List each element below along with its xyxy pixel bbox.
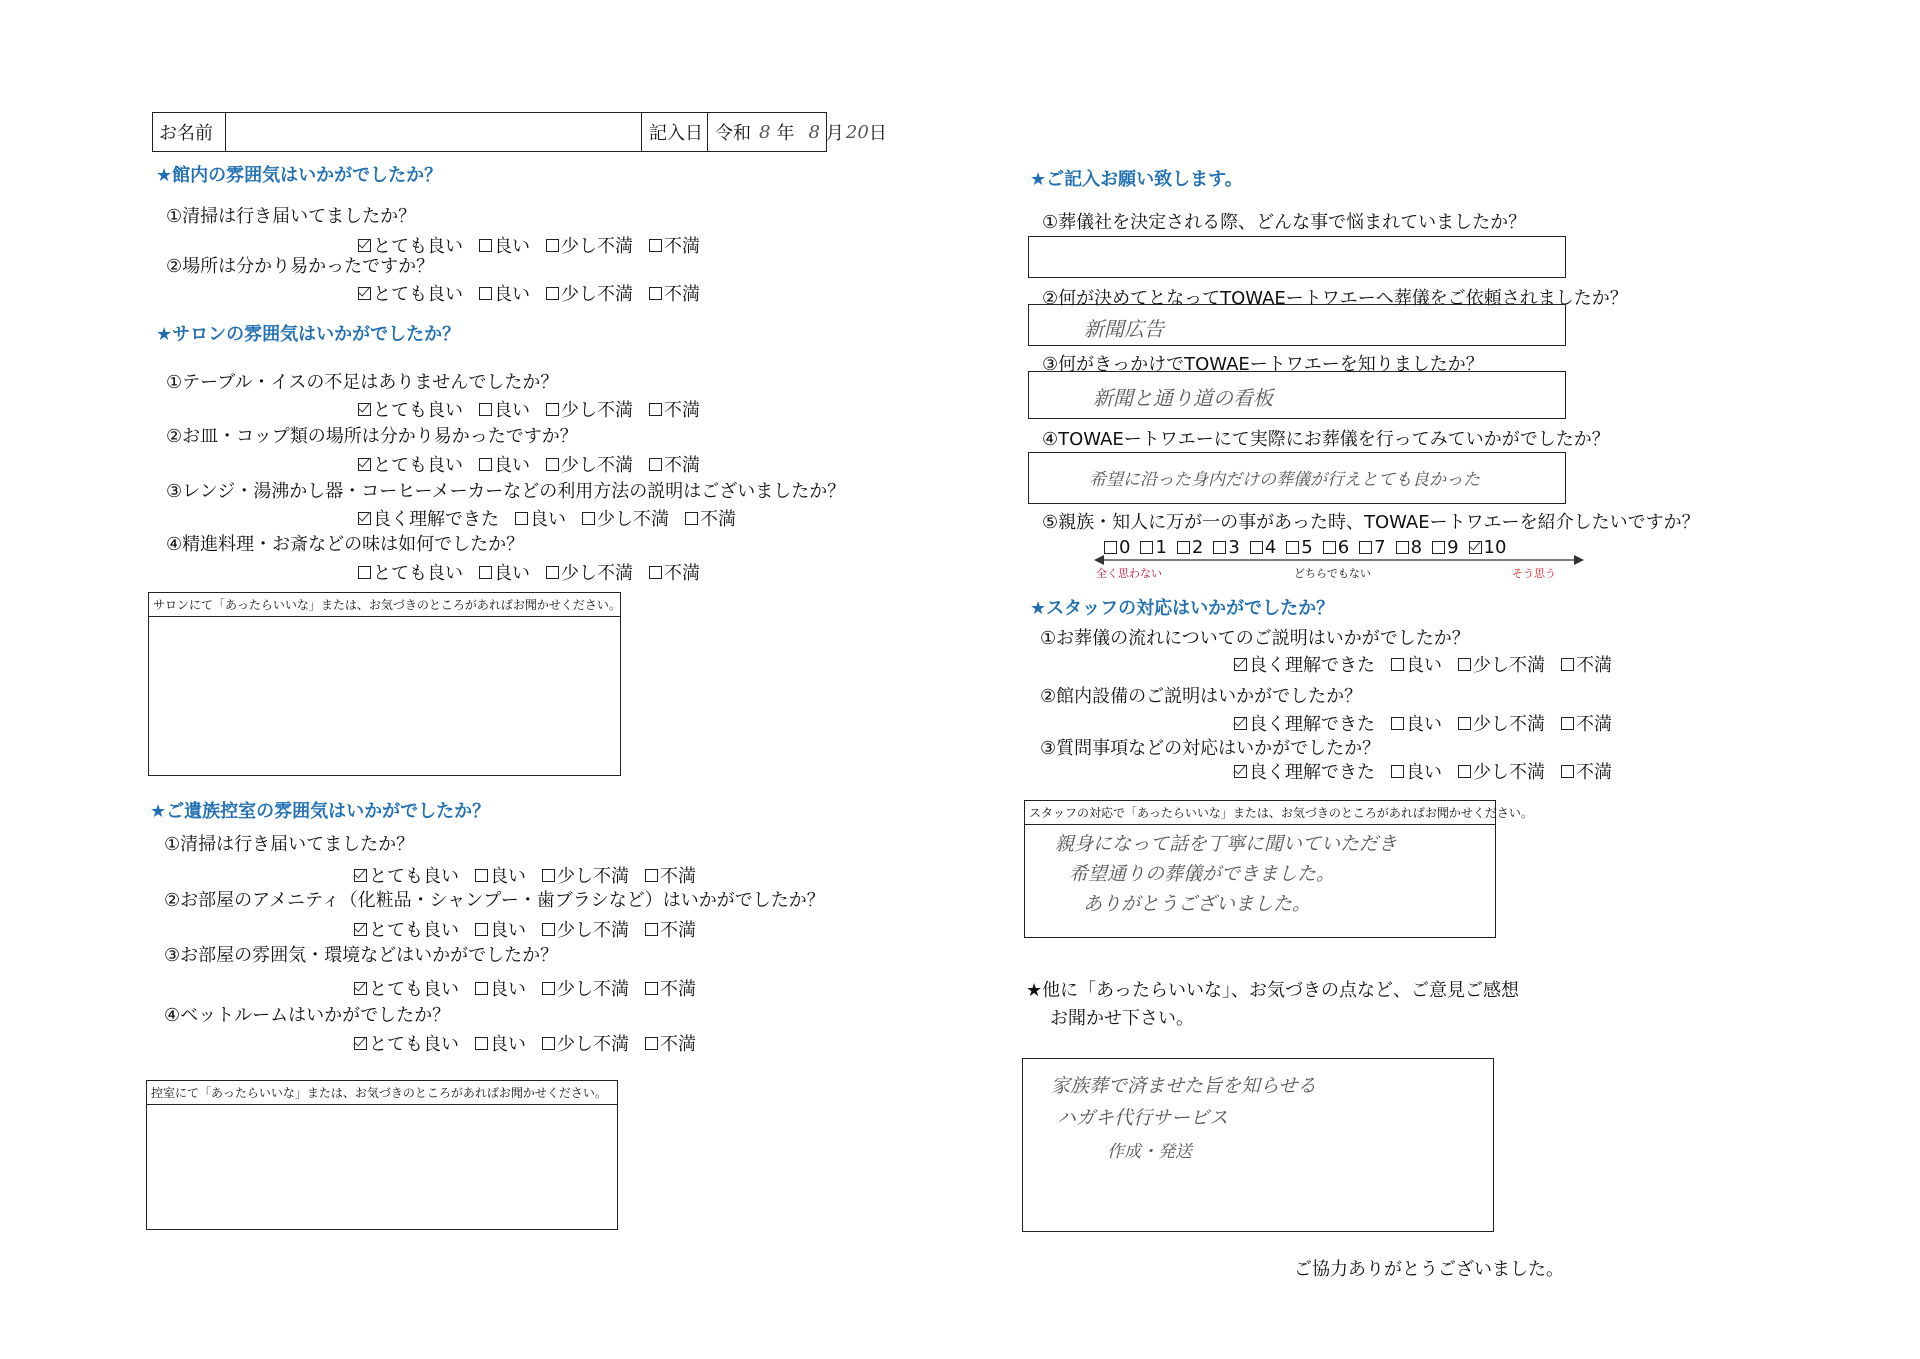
checkbox-icon[interactable]	[645, 982, 658, 995]
hall-q2-options	[358, 280, 716, 306]
option-0[interactable]	[1234, 651, 1375, 677]
option-label: 不満	[660, 920, 696, 941]
checkbox-icon[interactable]	[546, 287, 559, 300]
option-label: 良い	[1406, 762, 1442, 783]
option-3[interactable]	[649, 559, 700, 585]
scale-high-label: そう思う	[1512, 567, 1556, 580]
option-label: 不満	[700, 509, 736, 530]
option-3[interactable]	[685, 505, 736, 531]
other-comment-line-3: 作成・発送	[1107, 1142, 1192, 1162]
option-3[interactable]	[1561, 710, 1612, 736]
option-label: 良い	[494, 236, 530, 257]
checkbox-icon[interactable]	[542, 982, 555, 995]
option-label: 良い	[494, 400, 530, 421]
checkbox-icon[interactable]	[546, 458, 559, 471]
staff-q3-options	[1234, 758, 1628, 784]
checkbox-icon[interactable]	[475, 869, 488, 882]
other-comment-line-1: 家族葬で済ませた旨を知らせる	[1051, 1075, 1317, 1097]
option-label: 良く理解できた	[1249, 655, 1375, 676]
option-label: とても良い	[369, 866, 459, 887]
request-a2-box[interactable]	[1028, 304, 1566, 346]
option-label: とても良い	[373, 400, 463, 421]
option-1[interactable]	[479, 559, 530, 585]
option-3[interactable]	[649, 451, 700, 477]
option-1[interactable]	[515, 505, 566, 531]
option-label: 不満	[664, 400, 700, 421]
option-label: 不満	[664, 236, 700, 257]
option-label: 少し不満	[561, 236, 633, 257]
option-label: とても良い	[369, 1034, 459, 1055]
request-a3-box[interactable]	[1028, 371, 1566, 419]
scale-option-label: 0	[1119, 536, 1131, 558]
family-room-q2-options	[354, 916, 712, 942]
checked-box-icon[interactable]	[354, 982, 367, 995]
checkbox-icon[interactable]	[479, 458, 492, 471]
option-label: 不満	[664, 563, 700, 584]
option-3[interactable]	[1561, 651, 1612, 677]
option-1[interactable]	[1391, 758, 1442, 784]
option-label: 不満	[1576, 655, 1612, 676]
month-value: 8	[808, 121, 820, 143]
request-q1: ①葬儀社を決定される際、どんな事で悩まれていましたか？	[1042, 212, 1527, 233]
option-0[interactable]	[358, 505, 499, 531]
salon-q4-options	[358, 559, 716, 585]
other-comment-box[interactable]	[1022, 1058, 1494, 1232]
family-room-q2: ②お部屋のアメニティ（化粧品・シャンプー・歯ブラシなど）はいかがでしたか？	[164, 890, 825, 911]
option-label: 不満	[664, 455, 700, 476]
option-0[interactable]	[358, 451, 463, 477]
option-2[interactable]	[542, 975, 629, 1001]
scale-option-label: 2	[1191, 536, 1204, 558]
option-3[interactable]	[645, 916, 696, 942]
checkbox-icon[interactable]	[1104, 541, 1117, 554]
salon-q3-options	[358, 505, 752, 531]
checkbox-icon[interactable]	[546, 566, 559, 579]
staff-section-title: ★スタッフの対応はいかがでしたか？	[1030, 598, 1335, 619]
salon-section-title: ★サロンの雰囲気はいかがでしたか？	[156, 324, 461, 345]
staff-comment-line-3: ありがとうございました。	[1083, 893, 1312, 915]
option-0[interactable]	[1234, 710, 1375, 736]
option-0[interactable]	[358, 396, 463, 422]
request-a4-box[interactable]	[1028, 452, 1566, 504]
option-label: 良く理解できた	[1249, 714, 1375, 735]
checked-box-icon[interactable]	[1234, 765, 1247, 778]
family-room-q1-options	[354, 862, 712, 888]
option-label: 不満	[660, 1034, 696, 1055]
option-1[interactable]	[475, 975, 526, 1001]
scale-option-label: 10	[1483, 536, 1507, 558]
salon-q2: ②お皿・コップ類の場所は分かり易かったですか？	[166, 426, 578, 447]
option-1[interactable]	[1391, 651, 1442, 677]
checkbox-icon[interactable]	[515, 512, 528, 525]
scale-option-label: 7	[1374, 536, 1386, 558]
checked-box-icon[interactable]	[354, 1037, 367, 1050]
checkbox-icon[interactable]	[479, 566, 492, 579]
checkbox-icon[interactable]	[479, 287, 492, 300]
checked-box-icon[interactable]	[1469, 541, 1482, 554]
checkbox-icon[interactable]	[546, 403, 559, 416]
name-field[interactable]	[227, 113, 642, 151]
checkbox-icon[interactable]	[1391, 765, 1404, 778]
checkbox-icon[interactable]	[685, 512, 698, 525]
request-q2: ②何が決めてとなってTOWAEートワエーへ葬儀をご依頼されましたか？	[1042, 288, 1628, 309]
staff-comment-line-2: 希望通りの葬儀ができました。	[1069, 863, 1336, 885]
checkbox-icon[interactable]	[1561, 658, 1574, 671]
checkbox-icon[interactable]	[479, 403, 492, 416]
option-label: 良い	[1406, 655, 1442, 676]
checkbox-icon[interactable]	[645, 923, 658, 936]
staff-comment-label: スタッフの対応で「あったらいいな」または、お気づきのところがあればお聞かせください。	[1025, 801, 1495, 825]
option-1[interactable]	[479, 232, 530, 258]
staff-q2: ②館内設備のご説明はいかがでしたか？	[1040, 686, 1363, 707]
option-1[interactable]	[479, 451, 530, 477]
checkbox-icon[interactable]	[1250, 541, 1263, 554]
checked-box-icon[interactable]	[358, 239, 371, 252]
option-label: 少し不満	[1473, 714, 1545, 735]
scale-option-label: 3	[1228, 536, 1240, 558]
checkbox-icon[interactable]	[1177, 541, 1190, 554]
scale-option-label: 5	[1301, 536, 1313, 558]
salon-comment-label: サロンにて「あったらいいな」または、お気づきのところがあればお聞かせください。	[149, 593, 620, 617]
option-label: 良い	[490, 866, 526, 887]
option-1[interactable]	[475, 916, 526, 942]
salon-q3: ③レンジ・湯沸かし器・コーヒーメーカーなどの利用方法の説明はございましたか？	[166, 481, 846, 502]
checked-box-icon[interactable]	[358, 403, 371, 416]
option-1[interactable]	[479, 280, 530, 306]
checkbox-icon[interactable]	[542, 869, 555, 882]
option-2[interactable]	[546, 396, 633, 422]
request-q5: ⑤親族・知人に万が一の事があった時、TOWAEートワエーを紹介したいですか？	[1042, 512, 1700, 533]
staff-comment-line-1: 親身になって話を丁寧に聞いていただき	[1055, 833, 1398, 855]
option-3[interactable]	[649, 232, 700, 258]
other-title-line-2: お聞かせ下さい。	[1050, 1008, 1194, 1029]
checkbox-icon[interactable]	[1561, 717, 1574, 730]
footer-thanks: ご協力ありがとうございました。	[1294, 1259, 1564, 1280]
scale-option-label: 6	[1337, 536, 1350, 558]
checked-box-icon[interactable]	[358, 512, 371, 525]
scale-mid-label: どちらでもない	[1294, 567, 1371, 580]
option-0[interactable]	[358, 280, 463, 306]
option-1[interactable]	[475, 1030, 526, 1056]
name-label: お名前	[157, 113, 226, 151]
family-room-q1: ①清掃は行き届いてましたか？	[164, 834, 415, 855]
option-label: 不満	[664, 284, 700, 305]
checked-box-icon[interactable]	[358, 287, 371, 300]
date-field[interactable]	[715, 113, 887, 151]
option-label: とても良い	[373, 455, 463, 476]
option-label: 良い	[494, 284, 530, 305]
option-0[interactable]	[354, 916, 459, 942]
option-label: 良く理解できた	[1249, 762, 1375, 783]
option-label: 少し不満	[597, 509, 669, 530]
option-2[interactable]	[542, 862, 629, 888]
date-label: 記入日	[647, 113, 708, 151]
option-label: とても良い	[369, 979, 459, 1000]
option-label: 良い	[530, 509, 566, 530]
option-label: 不満	[660, 979, 696, 1000]
option-label: 不満	[1576, 714, 1612, 735]
option-2[interactable]	[546, 280, 633, 306]
option-label: 少し不満	[561, 455, 633, 476]
option-3[interactable]	[649, 396, 700, 422]
request-a4-text: 希望に沿った身内だけの葬儀が行えとても良かった	[1089, 470, 1480, 490]
option-label: 良い	[1406, 714, 1442, 735]
era: 令和	[715, 123, 751, 144]
staff-q1: ①お葬儀の流れについてのご説明はいかがでしたか？	[1040, 628, 1470, 649]
checkbox-icon[interactable]	[475, 923, 488, 936]
hall-section-title: ★館内の雰囲気はいかがでしたか？	[156, 165, 443, 186]
option-label: 少し不満	[1473, 655, 1545, 676]
option-label: 良い	[494, 455, 530, 476]
option-label: とても良い	[369, 920, 459, 941]
scale-low-label: 全く思わない	[1096, 567, 1162, 580]
family-room-comment-box[interactable]	[146, 1080, 618, 1230]
option-label: とても良い	[373, 284, 463, 305]
request-q4: ④TOWAEートワエーにて実際にお葬儀を行ってみていかがでしたか？	[1042, 429, 1610, 450]
option-label: 不満	[1576, 762, 1612, 783]
checkbox-icon[interactable]	[358, 566, 371, 579]
checkbox-icon[interactable]	[1396, 541, 1409, 554]
option-3[interactable]	[645, 1030, 696, 1056]
family-room-q4: ④ベットルームはいかがでしたか？	[164, 1005, 451, 1026]
checkbox-icon[interactable]	[1458, 717, 1471, 730]
checkbox-icon[interactable]	[649, 287, 662, 300]
staff-q3: ③質問事項などの対応はいかがでしたか？	[1040, 738, 1381, 759]
option-label: 不満	[660, 866, 696, 887]
checkbox-icon[interactable]	[479, 239, 492, 252]
scale-option-label: 9	[1447, 536, 1459, 558]
option-3[interactable]	[645, 975, 696, 1001]
option-2[interactable]	[546, 559, 633, 585]
option-2[interactable]	[542, 1030, 629, 1056]
checkbox-icon[interactable]	[542, 923, 555, 936]
option-label: 少し不満	[561, 284, 633, 305]
option-0[interactable]	[1234, 758, 1375, 784]
checkbox-icon[interactable]	[649, 458, 662, 471]
checkbox-icon[interactable]	[649, 239, 662, 252]
option-label: 少し不満	[557, 920, 629, 941]
checkbox-icon[interactable]	[1432, 541, 1445, 554]
option-0[interactable]	[358, 559, 463, 585]
staff-q1-options	[1234, 651, 1628, 677]
checkbox-icon[interactable]	[645, 1037, 658, 1050]
option-label: 少し不満	[557, 866, 629, 887]
scale-option-label: 8	[1410, 536, 1423, 558]
checkbox-icon[interactable]	[582, 512, 595, 525]
checkbox-icon[interactable]	[475, 1037, 488, 1050]
salon-comment-box[interactable]	[148, 592, 621, 776]
family-room-section-title: ★ご遺族控室の雰囲気はいかがでしたか？	[150, 801, 491, 822]
family-room-q4-options	[354, 1030, 712, 1056]
option-label: 良い	[494, 563, 530, 584]
option-1[interactable]	[1391, 710, 1442, 736]
day-unit: 日	[868, 123, 887, 144]
checked-box-icon[interactable]	[354, 923, 367, 936]
family-room-q3-options	[354, 975, 712, 1001]
request-section-title: ★ご記入お願い致します。	[1030, 169, 1243, 190]
checkbox-icon[interactable]	[1286, 541, 1299, 554]
family-room-comment-label: 控室にて「あったらいいな」または、お気づきのところがあればお聞かせください。	[147, 1081, 617, 1105]
option-label: 良い	[490, 979, 526, 1000]
option-label: 少し不満	[561, 400, 633, 421]
checked-box-icon[interactable]	[354, 869, 367, 882]
staff-q2-options	[1234, 710, 1628, 736]
checkbox-icon[interactable]	[1359, 541, 1372, 554]
checkbox-icon[interactable]	[542, 1037, 555, 1050]
option-3[interactable]	[645, 862, 696, 888]
option-2[interactable]	[542, 916, 629, 942]
staff-comment-box[interactable]	[1024, 800, 1533, 938]
checked-box-icon[interactable]	[1234, 717, 1247, 730]
checkbox-icon[interactable]	[1323, 541, 1336, 554]
option-label: 少し不満	[561, 563, 633, 584]
checkbox-icon[interactable]	[1561, 765, 1574, 778]
other-comment-line-2: ハガキ代行サービス	[1057, 1107, 1229, 1129]
checkbox-icon[interactable]	[1140, 541, 1153, 554]
option-label: 少し不満	[557, 979, 629, 1000]
day-value: 20	[845, 121, 869, 143]
option-2[interactable]	[582, 505, 669, 531]
salon-q2-options	[358, 451, 716, 477]
option-label: とても良い	[373, 236, 463, 257]
option-3[interactable]	[649, 280, 700, 306]
option-3[interactable]	[1561, 758, 1612, 784]
option-2[interactable]	[1458, 651, 1545, 677]
option-1[interactable]	[475, 862, 526, 888]
checkbox-icon[interactable]	[1458, 765, 1471, 778]
year-value: 8	[759, 121, 771, 143]
option-label: 良い	[490, 920, 526, 941]
checkbox-icon[interactable]	[475, 982, 488, 995]
header-row	[152, 112, 887, 152]
option-0[interactable]	[354, 862, 459, 888]
request-a2-text: 新聞広告	[1084, 317, 1164, 341]
option-2[interactable]	[1458, 710, 1545, 736]
option-2[interactable]	[546, 451, 633, 477]
option-label: 良い	[490, 1034, 526, 1055]
scale-option-label: 4	[1264, 536, 1277, 558]
scale-option-label: 1	[1155, 536, 1167, 558]
option-0[interactable]	[354, 975, 459, 1001]
checkbox-icon[interactable]	[1213, 541, 1226, 554]
checked-box-icon[interactable]	[1234, 658, 1247, 671]
salon-q1-options	[358, 396, 716, 422]
hall-q1: ①清掃は行き届いてましたか？	[166, 206, 417, 227]
option-label: 良く理解できた	[373, 509, 499, 530]
checked-box-icon[interactable]	[358, 458, 371, 471]
checkbox-icon[interactable]	[1458, 658, 1471, 671]
request-a1-box[interactable]	[1028, 236, 1566, 278]
checkbox-icon[interactable]	[649, 403, 662, 416]
salon-q4: ④精進料理・お斎などの味は如何でしたか？	[166, 534, 525, 555]
checkbox-icon[interactable]	[1391, 658, 1404, 671]
request-q3: ③何がきっかけでTOWAEートワエーを知りましたか？	[1042, 354, 1484, 375]
option-label: 少し不満	[1473, 762, 1545, 783]
option-2[interactable]	[546, 232, 633, 258]
salon-q1: ①テーブル・イスの不足はありませんでしたか？	[166, 372, 559, 393]
family-room-q3: ③お部屋の雰囲気・環境などはいかがでしたか？	[164, 945, 559, 966]
option-1[interactable]	[479, 396, 530, 422]
checkbox-icon[interactable]	[645, 869, 658, 882]
option-label: とても良い	[373, 563, 463, 584]
checkbox-icon[interactable]	[1391, 717, 1404, 730]
option-0[interactable]	[354, 1030, 459, 1056]
checkbox-icon[interactable]	[546, 239, 559, 252]
month-unit: 月	[825, 123, 844, 144]
request-a3-text: 新聞と通り道の看板	[1093, 386, 1273, 410]
other-title-line-1: ★他に「あったらいいな」、お気づきの点など、ご意見ご感想	[1026, 980, 1519, 1001]
checkbox-icon[interactable]	[649, 566, 662, 579]
option-2[interactable]	[1458, 758, 1545, 784]
option-label: 少し不満	[557, 1034, 629, 1055]
year-unit: 年	[776, 123, 795, 144]
hall-q2: ②場所は分かり易かったですか？	[166, 256, 435, 277]
